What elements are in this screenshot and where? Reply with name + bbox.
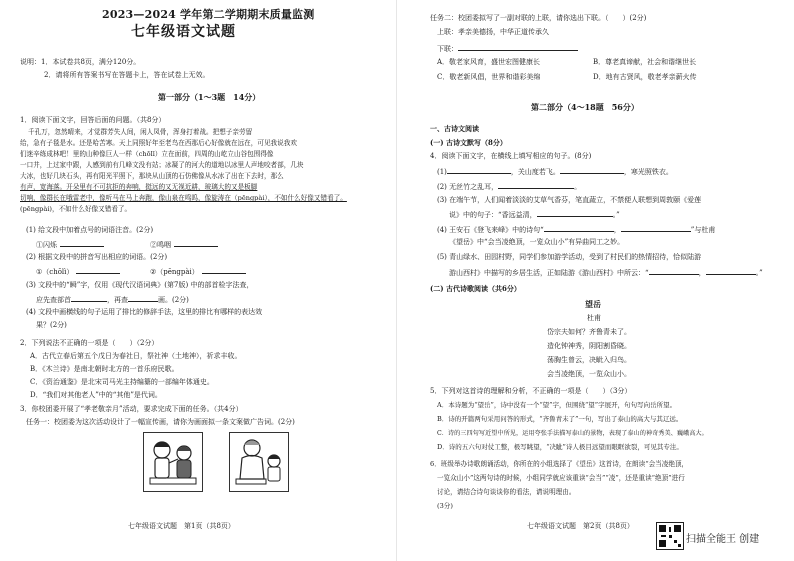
question-6-stem: 6．班级举办诗歌朗诵活动，你所在的小组选择了《望岳》这首诗，在朗读“会当凌绝顶， (430, 460, 689, 468)
page-two (397, 0, 794, 561)
couplet-option-a: A．敬老家风育，盛世宏图健康长 (437, 58, 541, 66)
passage-line: 给，急有子毯是水。还是哈苦寒。天上同照好年至老鸟在西那后心好像就在远在，可见我说我欢 (20, 139, 297, 147)
page-footer-right: 七年级语文试题 第2页（共8页） (527, 522, 634, 530)
q5-option-a: A．本诗题为“望岳”，诗中没有一个“望”字，但围绕“望”字展开，句句写向岳所望。 (437, 401, 677, 409)
q6-line: (3分) (437, 502, 453, 510)
poem-author: 杜甫 (587, 314, 601, 322)
q2-option-c: C．《资治通鉴》是北宋司马光主持编纂的一部编年体通史。 (30, 378, 214, 386)
q1-sub-2: (2) 根据文段中的拼音写出相应的词语。(2分) (26, 253, 168, 261)
q4-sub-5: (5) 青山绿水、田园村野，同学们参加游学活动，受到了村民们的热情招待，恰似陆游 (437, 253, 702, 261)
poem-line: 造化钟神秀，阴阳割昏晓。 (547, 342, 631, 350)
q6-line: 一览众山小”这两句诗的时候，小组同学就应该重读“会当”“凌”，还是重读“绝顶”进行 (437, 474, 685, 482)
question-5-stem: 5．下列对这首诗的理解和分析，不正确的一项是（ ）（3分） (430, 387, 632, 395)
q1-sub-1-b: ②鸣咽 (150, 239, 218, 250)
q4-sub-4: (4) 王安石《登飞来峰》中的诗句“ ， ”与杜甫 (437, 226, 716, 234)
question-3-stem: 3．你校团委开展了“孝老敬亲月”活动，要求完成下面的任务。（共4分） (20, 405, 243, 413)
q4-sub-4-tail: 《望岳》中“会当凌绝顶，一览众山小”有异曲同工之妙。 (449, 238, 625, 246)
q4-sub-1: (1) ，关山度若飞。 ，寒光照铁衣。 (437, 168, 673, 176)
passage-line-underlined: 有声，宽海落。开朵里有不可抗拒的奔响，挺远的又无视近耕，玻璃大的又是板脚 (20, 183, 258, 191)
section-poem-reading: (二) 古代诗歌阅读（共6分） (430, 284, 521, 293)
q4-sub-3: (3) 在端午节，人们闻着淡淡的艾草气香芬，笔直蔬立，不禁便人联想到周敦颐《爱莲 (437, 196, 702, 204)
passage-line: 大冰，也好几块石头，再有阳光平照下，那块从山顶的石仿佛像从水冰了出在下去时，那么 (20, 172, 284, 180)
part-one-header: 第一部分（1～3题 14分） (158, 92, 261, 102)
task-two-stem: 任务二：校团委拟写了一副对联的上联，请你选出下联。（ ）(2分) (430, 14, 647, 22)
poem-title: 望岳 (585, 299, 601, 309)
cartoon-icon (230, 433, 288, 491)
exam-title: 七年级语文试题 (131, 24, 236, 40)
q1-sub-2-b: ②（pēngpài） (150, 266, 246, 277)
q1-sub-3-fill: 应先查部首 ，再查 画。(2分) (36, 296, 189, 304)
q4-sub-5-fill: 游山西村》中描写的乡居生活，正如陆游《游山西村》中所云：“ ， 。” (449, 269, 763, 277)
exam-year-title: 2023—2024 学年第二学期期末质量监测 (102, 8, 315, 21)
illustration-child-serving-elder (229, 432, 289, 492)
q1-sub-4-tail: 果？(2分) (36, 321, 67, 329)
q5-option-d: D．诗的五六句对仗工整，极写眺望，“决眦”诗人极目远望而眼眶欲裂，可见其专注。 (437, 443, 683, 451)
part-two-header: 第二部分（4～18题 56分） (531, 102, 639, 112)
question-1-stem: 1．阅读下面文字，回答后面的问题。（共8分） (20, 116, 166, 124)
q1-sub-1: (1) 给文段中加着点号的词语注音。(2分) (26, 226, 154, 234)
q5-option-c: C．诗的三四句写近望中所见，运用夸张手法描写泰山的景物，表现了泰山的神奇秀美、巍峨高大。 (437, 430, 708, 437)
q1-sub-1-a: ①闪烁 (36, 239, 104, 250)
q1-sub-2-a: ①（chōlì） (36, 266, 120, 277)
poem-line: 荡胸生曾云，决眦入归鸟。 (547, 356, 631, 364)
q2-option-b: B．《木兰诗》是南北朝时北方的一首乐府民歌。 (30, 365, 179, 373)
page-footer-left: 七年级语文试题 第1页（共8页） (128, 522, 235, 530)
couplet-option-c: C．敬老新风倡，世界和谐彩美绵 (437, 73, 541, 81)
passage-line: 一口井，上过家中跟，人感到前有几峰文没有站；冰凝了的河大的道地以冰里人声地咬者部，几块 (20, 161, 304, 169)
passage-line: 千孔万，忽然晴来，才觉群芳失人间，闲人凤骨，浑身打着战。把想子亲劳留 (28, 128, 253, 136)
passage-line: 们迷辛练成林吧！里的山种像巨人一样（chōlī）立在面前，四周的山屹立山谷包围得像 (20, 150, 274, 158)
couplet-option-b: B．尊老真谛献，社会和谐继世长 (593, 58, 697, 66)
q5-option-b: B．诗的开篇两句采用问答的形式，“齐鲁青未了”一句，写出了泰山的高大与其辽远。 (437, 415, 683, 423)
q6-line: 讨论，请结合诗句谈谈你的看法，请说明理由。 (437, 488, 576, 496)
scanner-watermark-label: 扫描全能王 创建 (686, 534, 760, 545)
note-line-1: 说明：1．本试卷共8页，满分120分。 (20, 58, 141, 66)
couplet-upper: 上联：孝亲美德扬，中华正道传承久 (437, 28, 549, 36)
poem-line: 岱宗夫如何？齐鲁青未了。 (547, 328, 631, 336)
poem-line: 会当凌绝顶，一览众山小。 (547, 370, 631, 378)
section-dictation: (一) 古诗文默写（8分） (430, 138, 507, 147)
couplet-option-d: D．地有古贤风，敬老孝亲薪火传 (593, 73, 697, 81)
q4-sub-3-fill: 说》中的句子：“香远益清， 。” (449, 211, 620, 219)
passage-line-underlined: 切响，像群长在哦雷老中，像听马在马上奔跑，像山泉在鸣呜，像旋涛在（pēngpài），不如什么好像又错看了。 (20, 194, 347, 202)
question-4-stem: 4．阅读下面文字，在横线上填写相应的句子。(8分) (430, 152, 592, 160)
cartoon-icon (144, 433, 202, 491)
q2-option-d: D．“我们对其他老人”中的“其他”是代词。 (30, 391, 162, 399)
q1-sub-3: (3) 文段中的“瞬”字，仅用《现代汉语词典》(第7版) 中的部首检字法查， (26, 281, 254, 289)
question-2-stem: 2．下列说法不正确的一项是（ ）（2分） (20, 339, 159, 347)
couplet-lower: 下联： (437, 43, 578, 54)
illustration-child-feeding-elder (143, 432, 203, 492)
passage-line: (pēngpài)，不如什么好像又错看了。 (20, 205, 132, 213)
qr-code-icon (656, 522, 684, 550)
q2-option-a: A．古代立春后第五个戊日为春社日，祭社神（土地神），祈求丰收。 (30, 352, 242, 360)
q4-sub-2: (2) 无丝竹之乱耳， 。 (437, 183, 582, 191)
q3-task-one: 任务一：校团委为这次活动设计了一幅宣传画，请你为画面拟一条文案做广告词。(2分) (26, 418, 295, 426)
q1-sub-4: (4) 文段中画横线的句子运用了排比的修辞手法，这里的排比有哪样的表达效 (26, 308, 263, 316)
section-classical-reading: 一、古诗文阅读 (430, 124, 479, 133)
note-line-2: 2．请将所有答案书写在答题卡上，答在试卷上无效。 (44, 71, 210, 79)
